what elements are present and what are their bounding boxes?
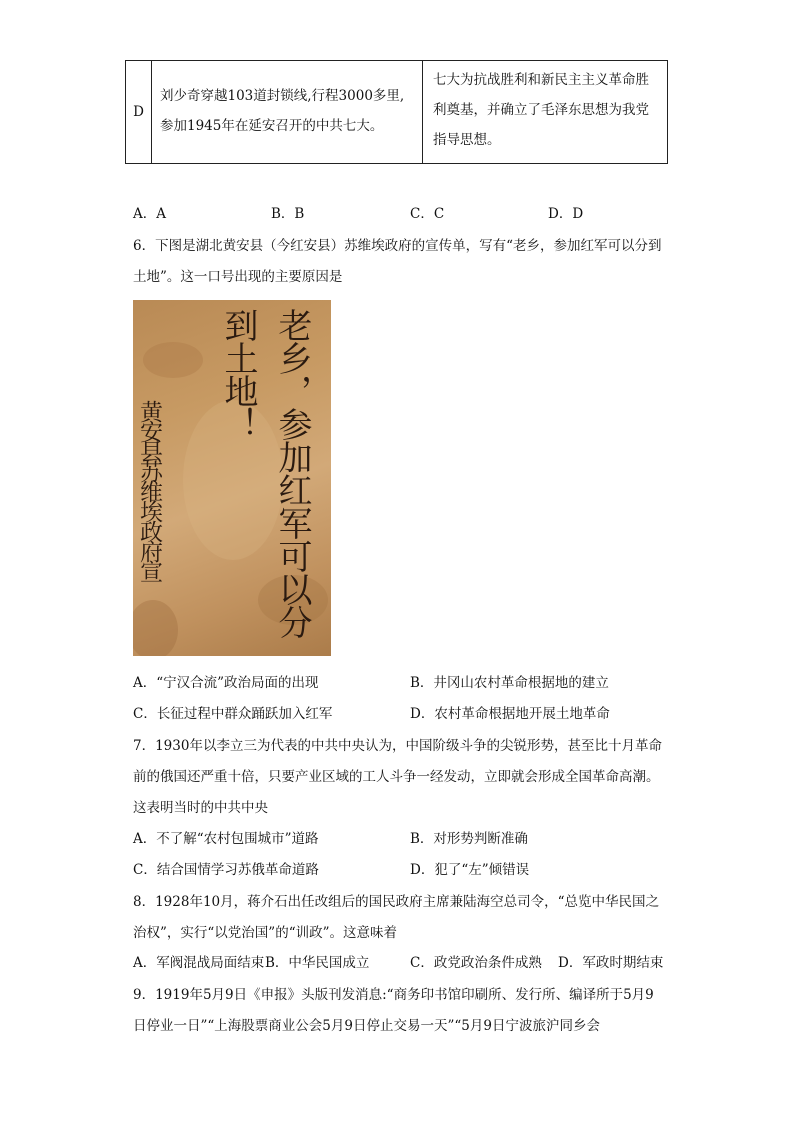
table-cell-event: 刘少奇穿越103道封锁线,行程3000多里,参加1945年在延安召开的中共七大。 [152, 61, 423, 163]
q7-stem: 7．1930年以李立三为代表的中共中央认为，中国阶级斗争的尖锐形势，甚至比十月革命前的俄国还严重十倍，只要产业区域的工人斗争一经发动，立即就会形成全国革命高潮。这表明当时的中共中央 [133, 738, 662, 816]
q7-option-b[interactable]: B．对形势判断准确 [410, 831, 528, 847]
q7-option-d[interactable]: D．犯了“左”倾错误 [410, 862, 530, 878]
answer-table-fragment [125, 60, 668, 164]
q6-option-a[interactable]: A．“宁汉合流”政治局面的出现 [133, 675, 319, 691]
q8-option-a[interactable]: A．军阀混战局面结束 [133, 955, 265, 971]
q8-stem: 8．1928年10月，蒋介石出任改组后的国民政府主席兼陆海空总司令，“总览中华民国之治权”，实行“以党治国”的“训政”。这意味着 [133, 894, 660, 941]
q7-option-a[interactable]: A．不了解“农村包围城市”道路 [133, 831, 319, 847]
q9-stem: 9．1919年5月9日《申报》头版刊发消息:“商务印书馆印刷所、发行所、编译所于5月9日停业一日”“上海股票商业公会5月9日停止交易一天”“5月9日宁波旅沪同乡会 [133, 987, 654, 1034]
propaganda-leaflet-image [133, 300, 331, 656]
leaflet-main-text: 老乡，参加红军可以分到土地！ [218, 308, 312, 638]
q5-option-c[interactable]: C．C [410, 206, 445, 222]
q8-option-b[interactable]: B．中华民国成立 [265, 955, 370, 971]
q6-option-b[interactable]: B．井冈山农村革命根据地的建立 [410, 675, 609, 691]
q7-option-c[interactable]: C．结合国情学习苏俄革命道路 [133, 862, 319, 878]
q8-option-d[interactable]: D．军政时期结束 [558, 955, 664, 971]
q8-option-c[interactable]: C．政党政治条件成熟 [410, 955, 542, 971]
q5-option-b[interactable]: B．B [271, 206, 305, 222]
q6-option-d[interactable]: D．农村革命根据地开展土地革命 [410, 706, 610, 722]
table-cell-significance: 七大为抗战胜利和新民主主义革命胜利奠基，并确立了毛泽东思想为我党指导思想。 [433, 72, 649, 148]
table-row-label: D [126, 61, 152, 163]
q6-option-c[interactable]: C．长征过程中群众踊跃加入红军 [133, 706, 333, 722]
q6-stem: 6．下图是湖北黄安县（今红安县）苏维埃政府的宣传单，写有“老乡，参加红军可以分到土地”。这一口号出现的主要原因是 [133, 238, 662, 285]
q5-option-d[interactable]: D．D [548, 206, 584, 222]
q5-option-a[interactable]: A．A [133, 206, 166, 222]
leaflet-signature: 黄安县苏维埃政府宣 [136, 400, 162, 580]
